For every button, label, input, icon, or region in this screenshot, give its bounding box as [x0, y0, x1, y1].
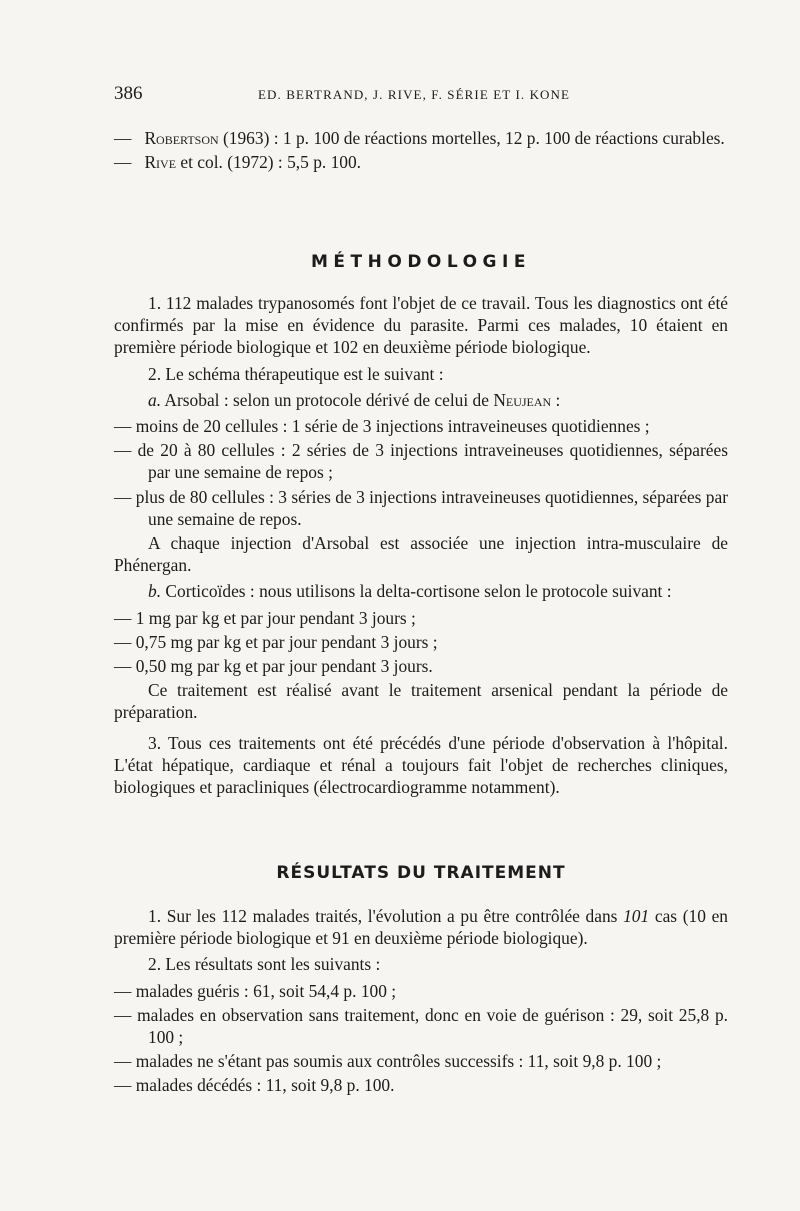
methodologie-section [114, 292, 728, 798]
list-item: — moins de 20 cellules : 1 série de 3 injections intraveineuses quotidiennes ; [114, 416, 650, 437]
list-item: — plus de 80 cellules : 3 séries de 3 injections intraveineuses quotidiennes, séparées par une semaine de repos. [114, 486, 728, 529]
list-item: — malades ne s'étant pas soumis aux contrôles successifs : 11, soit 9,8 p. 100 ; [114, 1051, 662, 1072]
list-item: — malades en observation sans traitement, donc en voie de guérison : 29, soit 25,8 p. 100 ; [114, 1004, 728, 1048]
subsection-b: b. Corticoïdes : nous utilisons la delta-cortisone selon le protocole suivant : [148, 581, 672, 602]
list-item: — malades décédés : 11, soit 9,8 p. 100. [114, 1075, 395, 1096]
paragraph: 2. Le schéma thérapeutique est le suivant : [148, 363, 444, 384]
resultats-section [114, 905, 728, 1099]
list-item: — malades guéris : 61, soit 54,4 p. 100 ; [114, 980, 397, 1001]
paragraph: 2. Les résultats sont les suivants : [148, 954, 381, 975]
running-title: ED. BERTRAND, J. RIVE, F. SÉRIE ET I. KONE [258, 87, 571, 102]
paragraph: 1. Sur les 112 malades traités, l'évolution a pu être contrôlée dans 101 cas (10 en première période biologique et 91 en deuxième période biologique). [114, 906, 728, 949]
section-heading-methodologie: MÉTHODOLOGIE [311, 252, 531, 272]
list-item: — 1 mg par kg et par jour pendant 3 jours ; [114, 607, 416, 628]
list-item: — 0,75 mg par kg et par jour pendant 3 jours ; [114, 631, 438, 652]
paragraph: 1. 112 malades trypanosomés font l'objet de ce travail. Tous les diagnostics ont été confirmés par la mise en évidence du parasite. Parmi ces malades, 10 étaient en première période biologique et 102 en deuxième période biologique. [114, 293, 728, 358]
list-item: — de 20 à 80 cellules : 2 séries de 3 injections intraveineuses quotidiennes, séparées par une semaine de repos ; [114, 440, 728, 483]
paragraph: Ce traitement est réalisé avant le traitement arsenical pendant la période de préparation. [114, 680, 728, 723]
section-heading-resultats: RÉSULTATS DU TRAITEMENT [276, 863, 566, 883]
paragraph: A chaque injection d'Arsobal est associée une injection intra-musculaire de Phénergan. [114, 533, 728, 576]
intro-item: — Robertson (1963) : 1 p. 100 de réactions mortelles, 12 p. 100 de réactions curables. [114, 128, 725, 148]
intro-list [114, 127, 728, 175]
list-item: — 0,50 mg par kg et par jour pendant 3 jours. [114, 656, 433, 677]
intro-item: — Rive et col. (1972) : 5,5 p. 100. [114, 152, 362, 173]
subsection-a: a. Arsobal : selon un protocole dérivé de celui de Neujean : [148, 389, 561, 410]
page-number: 386 [114, 83, 143, 104]
paragraph: 3. Tous ces traitements ont été précédés d'une période d'observation à l'hôpital. L'état hépatique, cardiaque et rénal a toujours fait l'objet de recherches cliniques, biologiques et paracliniques (électrocardiogramme notamment). [114, 732, 728, 798]
